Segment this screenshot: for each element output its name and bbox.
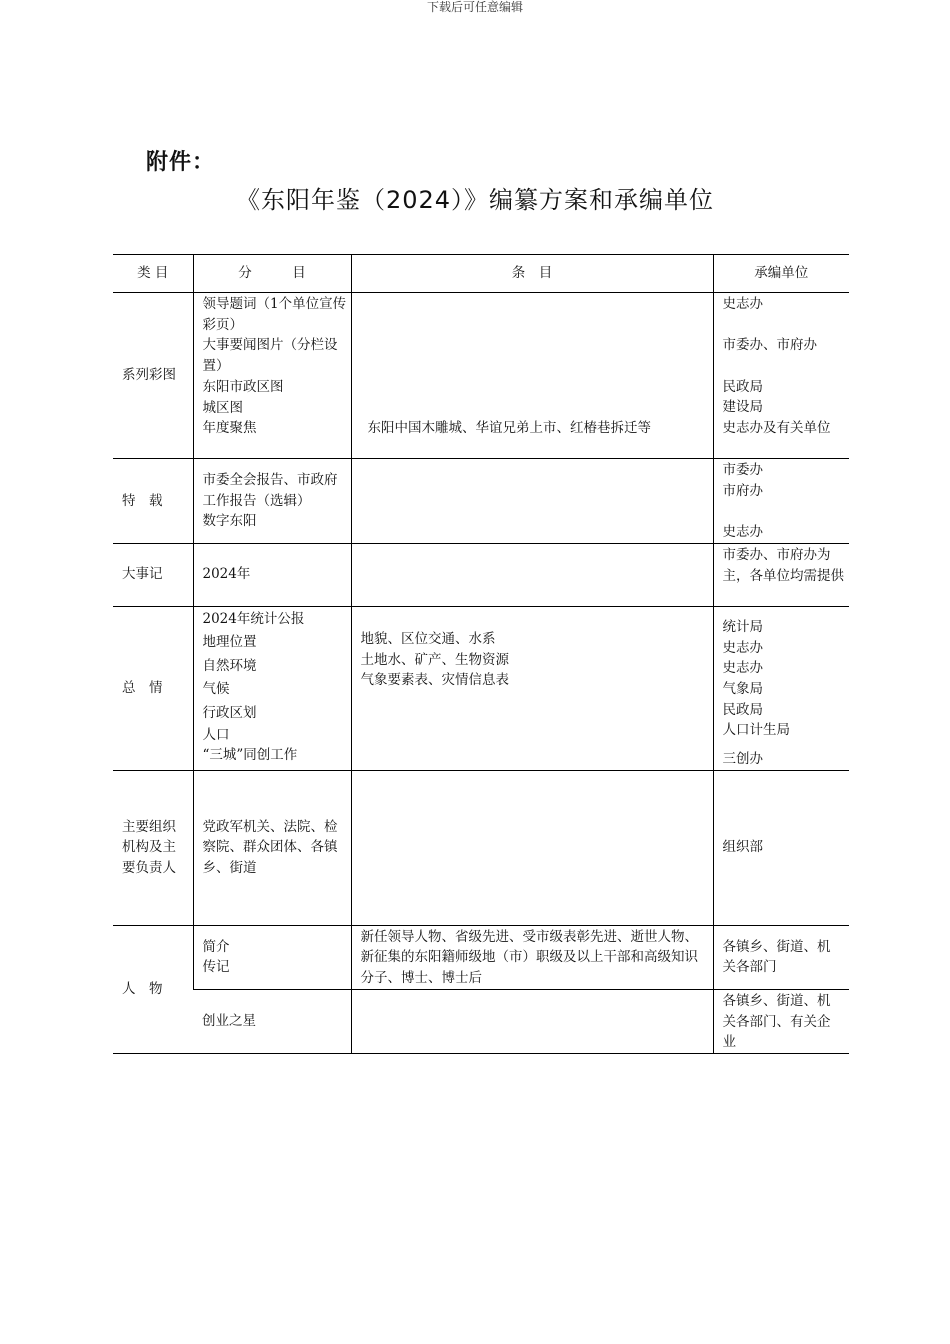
column-header-unit: 承编单位	[713, 255, 849, 293]
entry-text: 地貌、区位交通、水系	[360, 630, 496, 647]
unit-item: 史志办	[722, 524, 763, 541]
entry-cell	[351, 989, 713, 1053]
subcategory-item: 领导题词（1个单位宣传彩页）	[202, 296, 347, 333]
subcategory-item: “三城”同创工作	[202, 747, 298, 764]
unit-item: 史志办及有关单位	[722, 420, 831, 437]
unit-item: 市委办、市府办	[722, 337, 817, 354]
entry-cell	[351, 925, 713, 989]
entry-cell	[351, 606, 713, 770]
entry-text: 新任领导人物、省级先进、受市级表彰先进、逝世人物、新征集的东阳籍师级地（市）职级及以上干部和高级知识分子、博士、博士后	[360, 928, 698, 987]
subcategory-cell	[193, 459, 351, 544]
subcategory-item: 简介	[202, 938, 230, 955]
unit-item: 各镇乡、街道、机关各部门、有关企业	[722, 992, 831, 1051]
unit-item: 统计局	[722, 618, 763, 635]
unit-item: 史志办	[722, 639, 763, 656]
entry-text: 土地水、矿产、生物资源	[360, 651, 509, 668]
table-header-row	[113, 255, 849, 293]
table-row	[113, 925, 849, 989]
attachment-label: 附件：	[146, 150, 216, 175]
unit-item: 民政局	[722, 378, 763, 395]
subcategory-item: 气候	[202, 681, 230, 698]
unit-item: 市府办	[722, 482, 763, 499]
unit-cell	[713, 606, 849, 770]
subcategory-item: 传记	[202, 959, 230, 976]
subcategory-item: 自然环境	[202, 657, 257, 674]
unit-item: 人口计生局	[722, 722, 790, 739]
unit-cell	[713, 543, 849, 606]
subcategory-item: 城区图	[202, 399, 243, 416]
compilation-table	[113, 254, 849, 1054]
category-cell: 特 载	[113, 459, 193, 544]
entry-cell	[351, 293, 713, 459]
unit-item: 市委办	[722, 462, 763, 478]
subcategory-item: 大事要闻图片（分栏设置）	[202, 337, 338, 375]
subcategory-cell	[193, 925, 351, 989]
unit-item: 三创办	[722, 751, 763, 768]
subcategory-cell: 2024年	[193, 543, 351, 606]
column-header-category: 类 目	[113, 255, 193, 293]
entry-text: 气象要素表、灾情信息表	[360, 672, 509, 689]
unit-cell	[713, 459, 849, 544]
category-cell: 系列彩图	[113, 293, 193, 459]
unit-item: 民政局	[722, 701, 763, 718]
entry-cell	[351, 459, 713, 544]
subcategory-item: 2024年统计公报	[202, 610, 305, 627]
subcategory-item: 年度聚焦	[202, 420, 257, 437]
subcategory-item: 人口	[202, 727, 230, 744]
column-header-subcategory: 分 目	[193, 255, 351, 293]
document-title: 《东阳年鉴（2024）》编纂方案和承编单位	[235, 186, 715, 214]
category-cell: 大事记	[113, 543, 193, 606]
unit-item: 史志办	[722, 660, 763, 677]
table-row	[113, 543, 849, 606]
unit-item: 史志办	[722, 296, 763, 312]
category-cell: 总 情	[113, 606, 193, 770]
subcategory-cell: 创业之星	[193, 989, 351, 1053]
entry-text: 东阳中国木雕城、华谊兄弟上市、红椿巷拆迁等	[367, 420, 651, 436]
table-row	[113, 606, 849, 770]
header-note: 下载后可任意编辑	[426, 0, 523, 14]
unit-cell	[713, 925, 849, 989]
subcategory-item: 地理位置	[202, 634, 257, 651]
subcategory-item: 市委全会报告、市政府工作报告（选辑）	[202, 472, 338, 509]
entry-cell	[351, 770, 713, 925]
table-row	[113, 989, 849, 1053]
subcategory-item: 东阳市政区图	[202, 378, 284, 395]
column-header-entry: 条 目	[351, 255, 713, 293]
entry-cell	[351, 543, 713, 606]
subcategory-cell	[193, 293, 351, 459]
unit-item: 各镇乡、街道、机关各部门	[722, 938, 831, 976]
unit-item: 建设局	[722, 399, 763, 416]
category-cell: 主要组织机构及主要负责人	[113, 770, 193, 925]
unit-item: 市委办、市府办为主，各单位均需提供	[722, 546, 844, 584]
unit-item: 气象局	[722, 680, 763, 697]
category-cell: 人 物	[113, 925, 193, 1053]
subcategory-cell	[193, 606, 351, 770]
table-row	[113, 293, 849, 459]
subcategory-item: 数字东阳	[202, 513, 257, 530]
subcategory-cell: 党政军机关、法院、检察院、群众团体、各镇乡、街道	[193, 770, 351, 925]
unit-cell	[713, 989, 849, 1053]
subcategory-item: 行政区划	[202, 704, 257, 721]
unit-cell: 组织部	[713, 770, 849, 925]
table-row	[113, 459, 849, 544]
table-row	[113, 770, 849, 925]
unit-cell	[713, 293, 849, 459]
